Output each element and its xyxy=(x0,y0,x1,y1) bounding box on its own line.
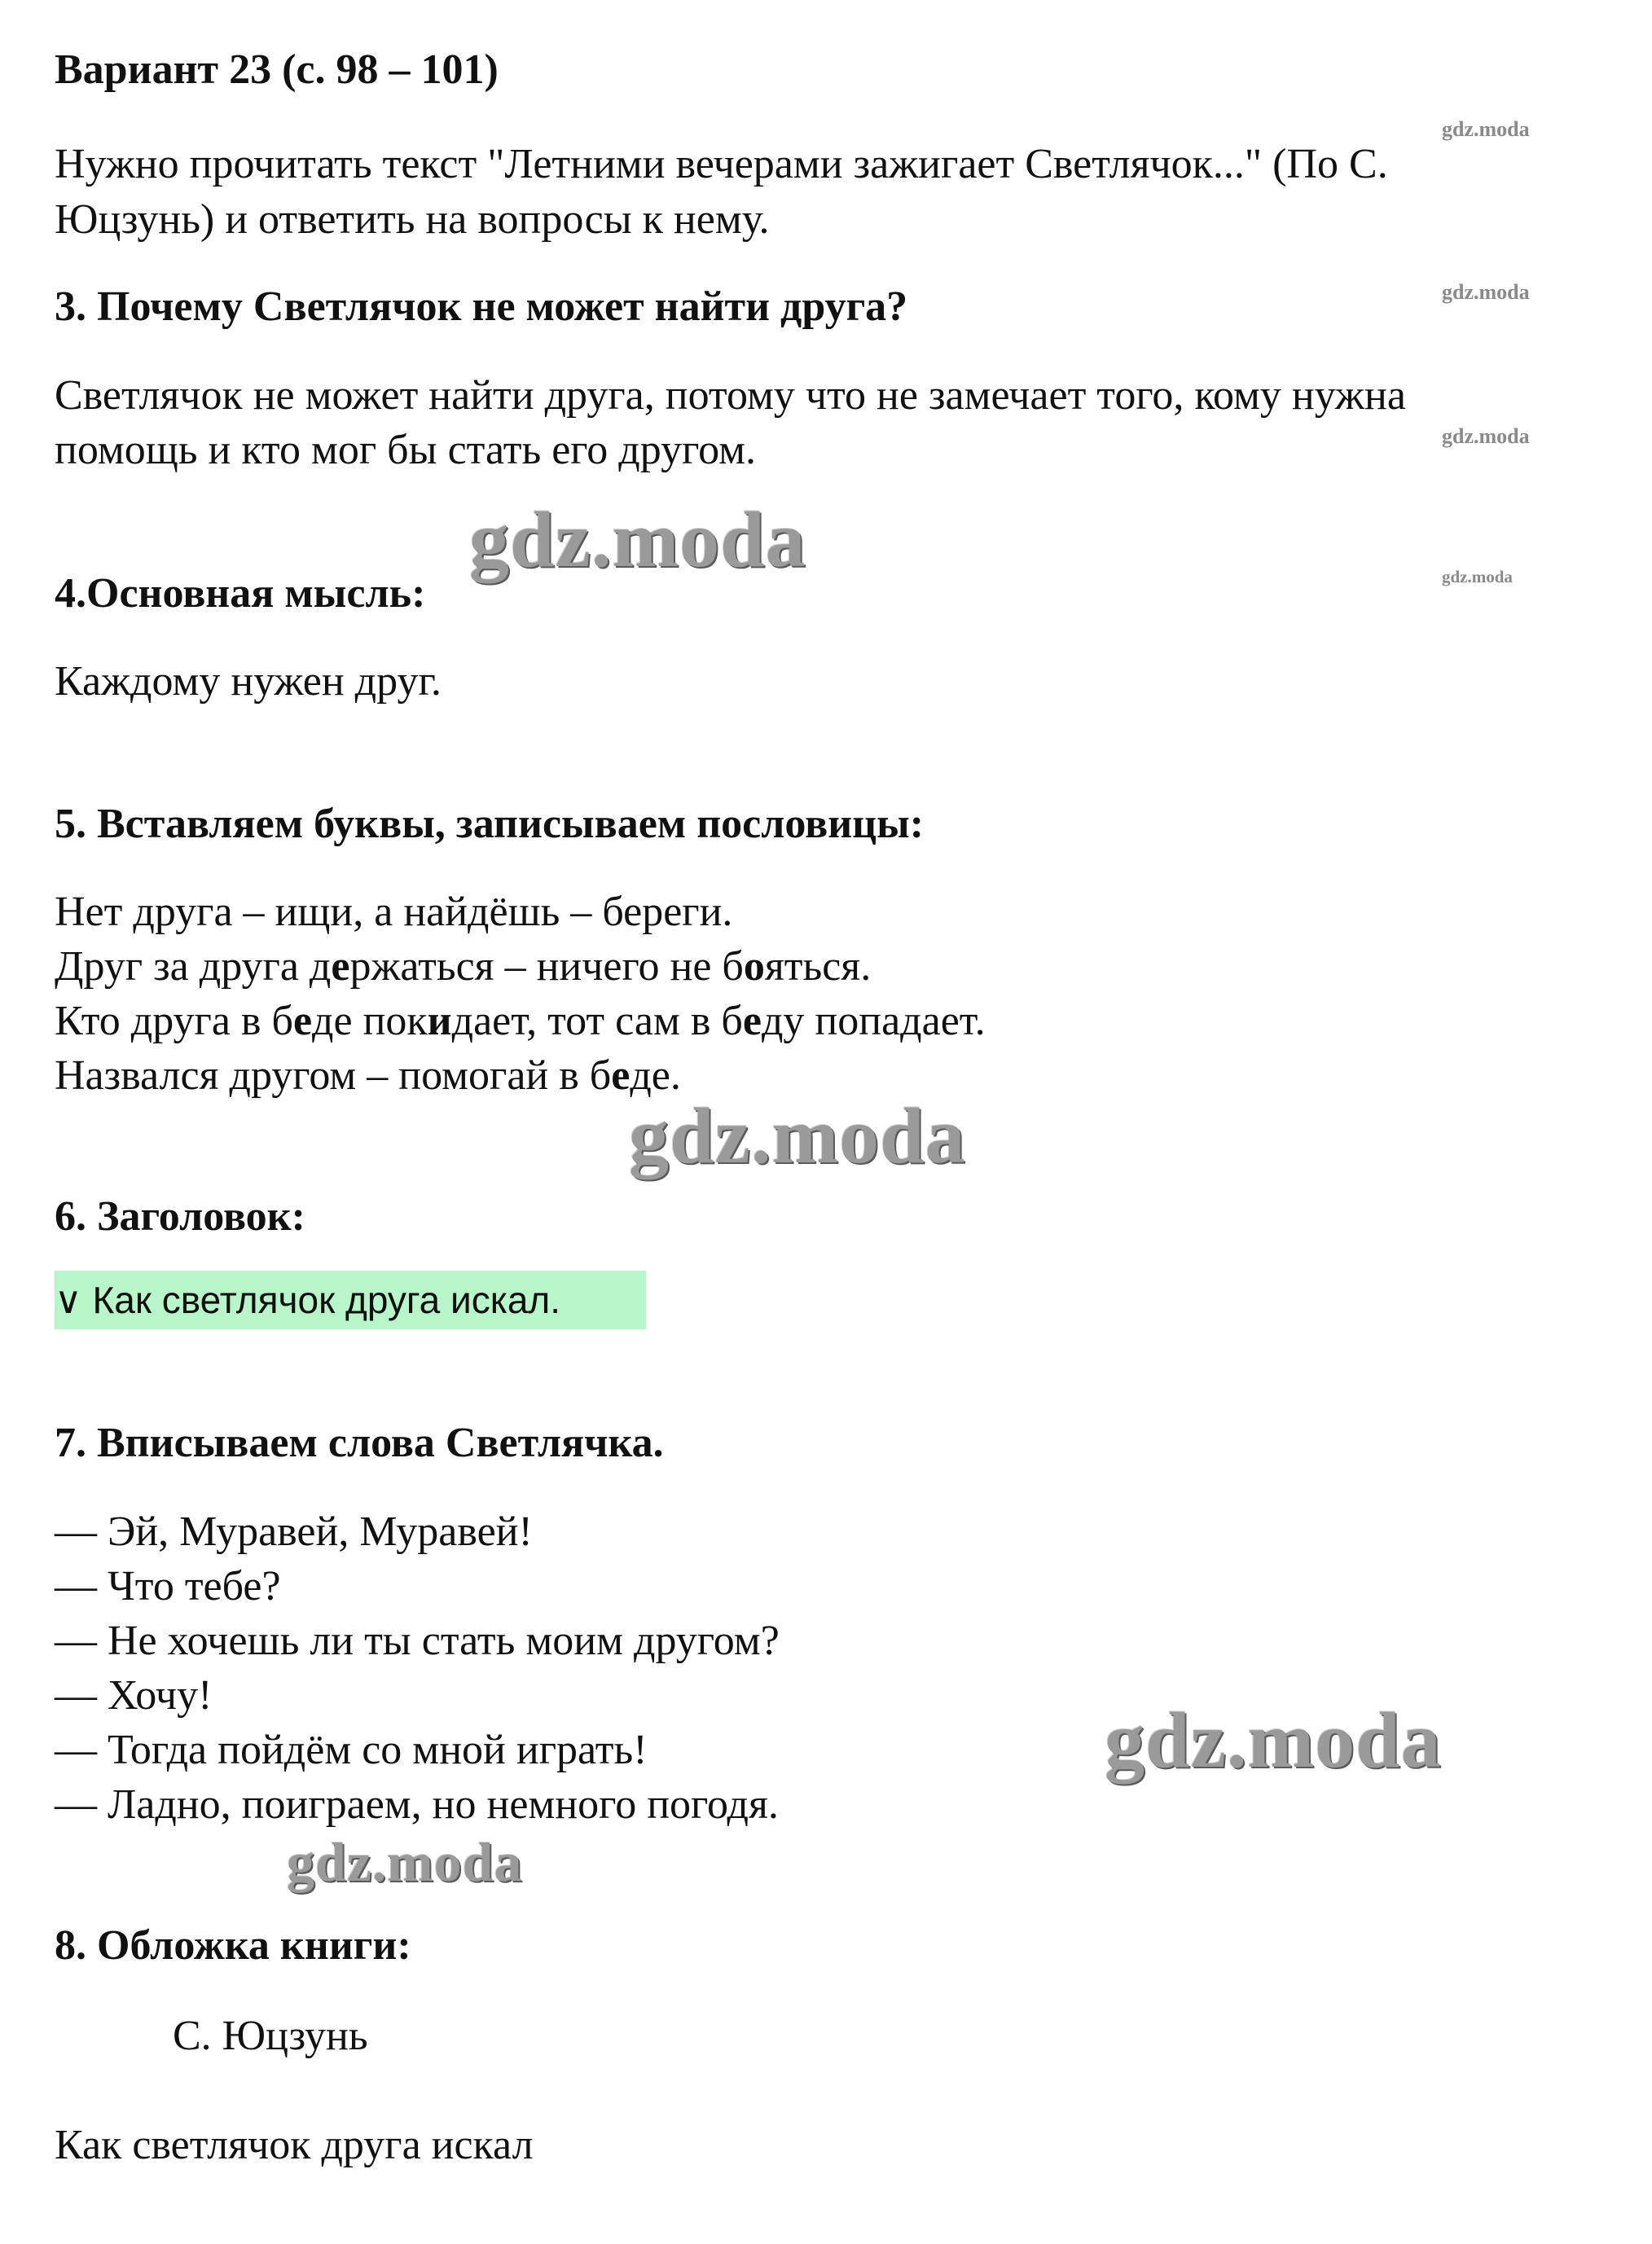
question-3-heading: 3. Почему Светлячок не может найти друга? xyxy=(55,283,908,330)
dialogue-line: — Хочу! xyxy=(55,1672,213,1719)
watermark: gdz.moda xyxy=(287,1831,523,1893)
intro-line-1: Нужно прочитать текст "Летними вечерами зажигает Светлячок..." (По С. xyxy=(55,141,1388,187)
book-title: Как светлячок друга искал xyxy=(55,2122,534,2168)
proverb-1 xyxy=(55,885,732,940)
watermark: gdz.moda xyxy=(469,496,806,584)
proverb-2-part: ржаться – ничего не б xyxy=(349,943,744,990)
proverb-4 xyxy=(55,1048,681,1104)
dialogue-line: — Тогда пойдём со мной играть! xyxy=(55,1727,648,1773)
proverb-3-part: де пок xyxy=(312,998,428,1044)
question-3-answer-line-1: Светлячок не может найти друга, потому что не замечает того, кому нужна xyxy=(55,372,1406,419)
highlighted-answer: ∨ Как светлячок друга искал. xyxy=(55,1271,646,1329)
proverb-4-part: Назвался другом – помогай в б xyxy=(55,1052,612,1099)
question-8-heading: 8. Обложка книги: xyxy=(55,1922,411,1969)
watermark: gdz.moda xyxy=(1442,424,1530,448)
inserted-letter: и xyxy=(427,998,452,1044)
dialogue-line: — Не хочешь ли ты стать моим другом? xyxy=(55,1618,780,1664)
inserted-letter: е xyxy=(292,998,313,1044)
dialogue-line: — Ладно, поиграем, но немного погодя. xyxy=(55,1781,779,1828)
question-6-heading: 6. Заголовок: xyxy=(55,1193,305,1240)
inserted-letter: е xyxy=(742,998,762,1044)
watermark: gdz.moda xyxy=(629,1092,966,1180)
proverb-3 xyxy=(55,994,986,1049)
proverb-4-part: де. xyxy=(630,1052,681,1099)
proverb-2-part: Друг за друга д xyxy=(55,943,332,990)
inserted-letter: е xyxy=(331,943,350,990)
question-5-heading: 5. Вставляем буквы, записываем пословицы: xyxy=(55,801,925,847)
watermark: gdz.moda xyxy=(1442,117,1530,141)
proverb-3-part: дает, тот сам в б xyxy=(451,998,743,1044)
proverb-3-part: Кто друга в б xyxy=(55,998,293,1044)
question-7-heading: 7. Вписываем слова Светлячка. xyxy=(55,1420,664,1466)
question-3-answer-line-2: помощь и кто мог бы стать его другом. xyxy=(55,427,757,473)
dialogue-line: — Эй, Муравей, Муравей! xyxy=(55,1508,533,1555)
watermark: gdz.moda xyxy=(1105,1697,1442,1785)
intro-line-2: Юцзунь) и ответить на вопросы к нему. xyxy=(55,196,770,243)
page-title: Вариант 23 (с. 98 – 101) xyxy=(55,46,499,93)
book-author: С. Юцзунь xyxy=(173,2013,368,2059)
inserted-letter: е xyxy=(611,1052,630,1099)
inserted-letter: о xyxy=(743,943,765,990)
watermark: gdz.moda xyxy=(1442,280,1530,304)
proverb-2-part: яться. xyxy=(764,943,872,990)
question-4-answer: Каждому нужен друг. xyxy=(55,658,442,705)
proverb-1-text: Нет друга – ищи, а найдёшь – береги. xyxy=(55,889,733,935)
question-4-heading: 4.Основная мысль: xyxy=(55,570,426,617)
proverb-2 xyxy=(55,939,871,995)
watermark: gdz.moda xyxy=(1442,567,1513,586)
proverb-3-part: ду попадает. xyxy=(761,998,986,1044)
dialogue-line: — Что тебе? xyxy=(55,1563,281,1609)
